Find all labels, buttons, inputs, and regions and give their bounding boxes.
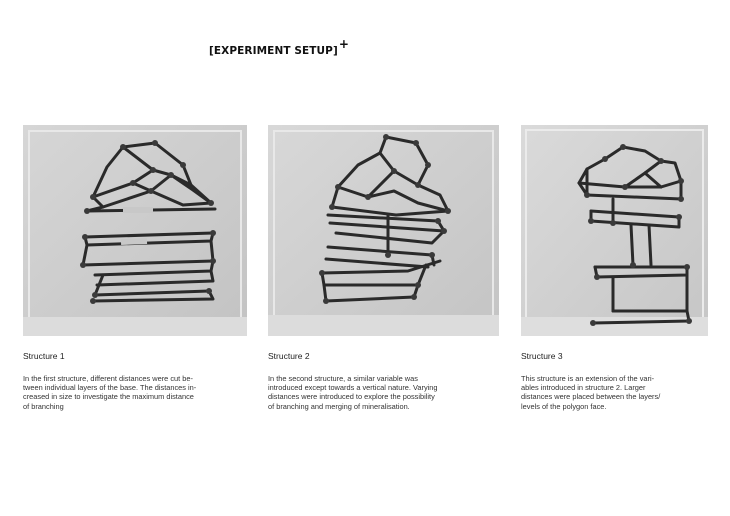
structure-1-line: In the first structure, different distances were cut be-: [23, 374, 193, 383]
structure-1-description: [23, 374, 238, 411]
structure-2-description: [268, 374, 483, 411]
structure-1-line: of branching: [23, 401, 64, 411]
structure-2-line: distances were introduced to explore the possibility: [268, 392, 435, 402]
structure-2-photo: [268, 125, 499, 336]
structure-2-line: In the second structure, a similar variable was: [268, 374, 418, 383]
structure-3-line: This structure is an extension of the vari-: [521, 374, 655, 383]
structure-2-line: of branching and merging of mineralisation.: [268, 401, 410, 411]
structure-1-photo: [23, 125, 247, 336]
structure-2-line: introduced except towards a vertical nature. Varying: [268, 383, 438, 393]
structure-3-line: levels of the polygon face.: [521, 401, 607, 411]
structure-1-line: creased in size to investigate the maximum distance: [23, 392, 194, 402]
structure-1-line: tween individual layers of the base. The distances in-: [23, 383, 197, 393]
structure-3-description: [521, 374, 711, 411]
title-plus-mark: +: [338, 37, 350, 51]
structure-1-heading: Structure 1: [23, 351, 65, 361]
page-title-text: [EXPERIMENT SETUP]: [209, 45, 338, 57]
structure-2-heading: Structure 2: [268, 351, 310, 361]
structure-3-line: ables introduced in structure 2. Larger: [521, 383, 646, 393]
structure-3-photo: [521, 125, 708, 336]
structure-3-heading: Structure 3: [521, 351, 563, 361]
structure-3-line: distances were placed between the layers/: [521, 392, 661, 402]
page-title: [209, 37, 350, 57]
